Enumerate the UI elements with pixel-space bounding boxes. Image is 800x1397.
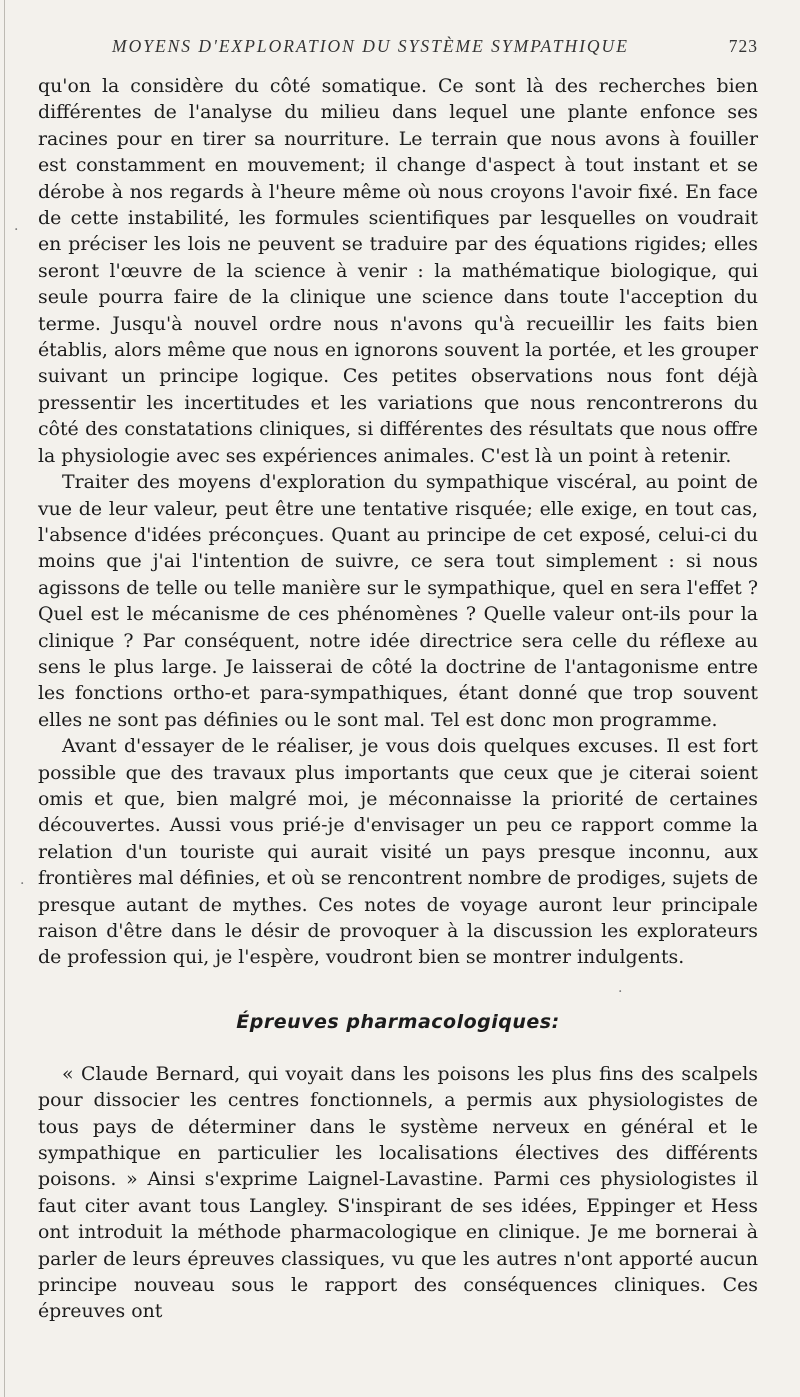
page-number: 723 <box>728 36 758 56</box>
running-head-title: MOYENS D'EXPLORATION DU SYSTÈME SYMPATHIQUE <box>112 36 629 56</box>
paragraph: « Claude Bernard, qui voyait dans les poisons les plus fins des scalpels pour dissocier les centres fonctionnels, a permis aux physiologistes de tous pays de déterminer dans le système nerveux en général et le sympathique en particulier les localisations électives des différents poisons. » Ainsi s'exprime Laignel-Lavastine. Parmi ces physiologistes il faut citer avant tous Langley. S'inspirant de ses idées, Eppinger et Hess ont introduit la méthode pharmacologique en clinique. Je me bornerai à parler de leurs épreuves classiques, vu que les autres n'ont apporté aucun principe nouveau sous le rapport des conséquences cliniques. Ces épreuves ont <box>38 1062 758 1323</box>
body-text <box>38 73 758 1325</box>
paragraph: Traiter des moyens d'exploration du sympathique viscéral, au point de vue de leur valeur, peut être une tentative risquée; elle exige, en tout cas, l'absence d'idées préconçues. Quant au principe de cet exposé, celui-ci du moins que j'ai l'intention de suivre, ce sera tout simplement : si nous agissons de telle ou telle manière sur le sympathique, quel en sera l'effet ? Quel est le mécanisme de ces phénomènes ? Quelle valeur ont-ils pour la clinique ? Par conséquent, notre idée directrice sera celle du réflexe au sens le plus large. Je laisserai de côté la doctrine de l'antagonisme entre les fonctions ortho-et para-sympathiques, étant donné que trop souvent elles ne sont pas définies ou le sont mal. Tel est donc mon programme. <box>38 471 758 731</box>
section-heading: Épreuves pharmacologiques: <box>236 1010 560 1033</box>
margin-speck: · <box>14 222 19 238</box>
paragraph: Avant d'essayer de le réaliser, je vous dois quelques excuses. Il est fort possible que des travaux plus importants que ceux que je citerai soient omis et que, bien malgré moi, je méconnaisse la priorité de certaines découvertes. Aussi vous prié-je d'envisager un peu ce rapport comme la relation d'un touriste qui aurait visité un pays presque inconnu, aux frontières mal définies, et où se rencontrent nombre de prodiges, sujets de presque autant de mythes. Ces notes de voyage auront leur principale raison d'être dans le désir de provoquer à la discussion les explorateurs de profession qui, je l'espère, voudront bien se montrer indulgents. <box>38 735 758 969</box>
running-head <box>38 36 758 57</box>
paragraph: qu'on la considère du côté somatique. Ce sont là des recherches bien différentes de l'analyse du milieu dans lequel une plante enfonce ses racines pour en tirer sa nourriture. Le terrain que nous avons à fouiller est constamment en mouvement; il change d'aspect à tout instant et se dérobe à nos regards à l'heure même où nous croyons l'avoir fixé. En face de cette instabilité, les formules scientifiques par lesquelles on voudrait en préciser les lois ne peuvent se traduire par des équations rigides; elles seront l'œuvre de la science à venir : la mathématique biologique, qui seule pourra faire de la clinique une science dans toute l'acception du terme. Jusqu'à nouvel ordre nous n'avons qu'à recueillir les faits bien établis, alors même que nous en ignorons souvent la portée, et les grouper suivant un principe logique. Ces petites observations nous font déjà pressentir les incertitudes et les variations que nous rencontrerons du côté des constatations cliniques, si différentes des résultats que nous offre la physiologie avec ses expériences animales. C'est là un point à retenir. <box>38 75 758 467</box>
margin-speck: · <box>20 876 25 892</box>
page-edge-line <box>4 0 5 1397</box>
print-speck: · <box>618 984 623 1000</box>
